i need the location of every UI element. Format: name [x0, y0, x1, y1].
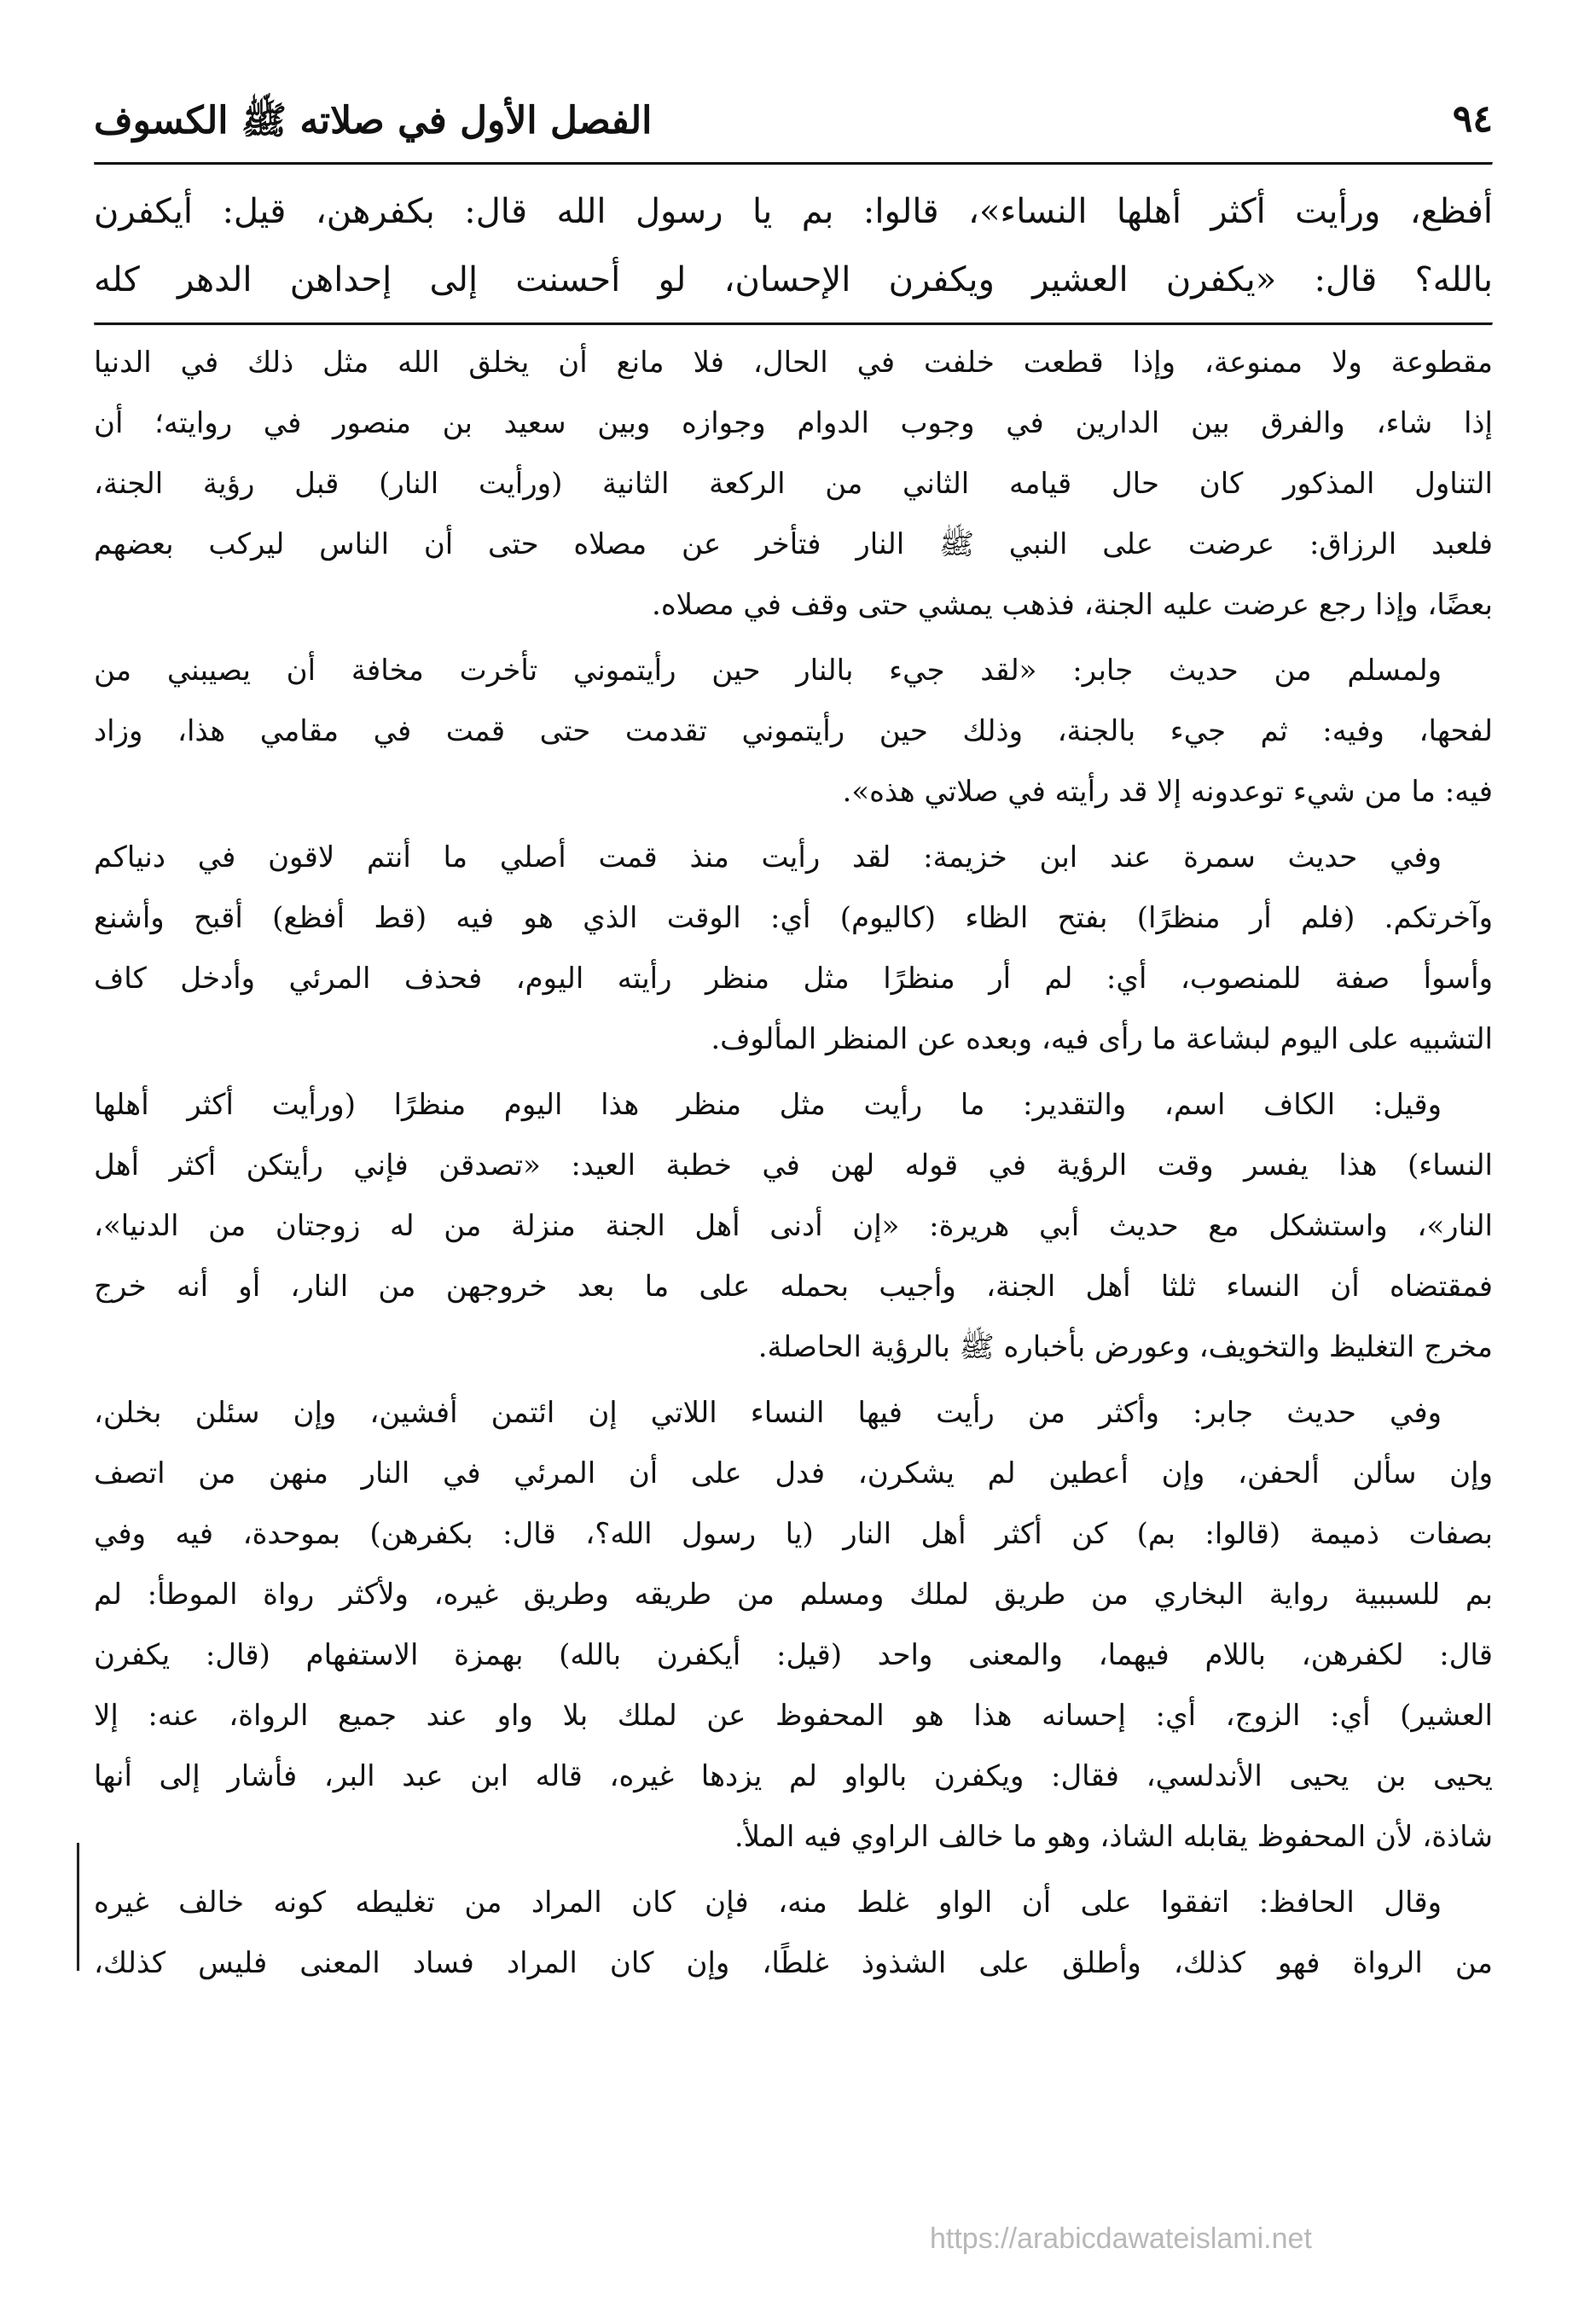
paragraph — [94, 828, 1493, 1070]
text-line: التشبيه على اليوم لبشاعة ما رأى فيه، وبعده عن المنظر المألوف. — [711, 1022, 1493, 1056]
text-line: وفي حديث سمرة عند ابن خزيمة: لقد رأيت منذ قمت أصلي ما أنتم لاقون في دنياكم — [94, 840, 1442, 874]
commentary-text — [94, 326, 1493, 1994]
text-line: بصفات ذميمة (قالوا: بم) كن أكثر أهل النار (يا رسول الله؟، قال: بكفرهن) بموحدة، فيه وفي — [94, 1517, 1493, 1551]
text-line: النساء) هذا يفسر وقت الرؤية في قوله لهن في خطبة العيد: «تصدقن فإني رأيتكن أكثر أهل — [94, 1148, 1493, 1182]
hadith-text — [94, 166, 1493, 322]
text-line: يحيى بن يحيى الأندلسي، فقال: ويكفرن بالواو لم يزدها غيره، قاله ابن عبد البر، فأشار إلى أنها — [94, 1759, 1493, 1793]
text-line: وأسوأ صفة للمنصوب، أي: لم أر منظرًا مثل منظر رأيته اليوم، فحذف المرئي وأدخل كاف — [94, 962, 1493, 996]
text-line: فيه: ما من شيء توعدونه إلا قد رأيته في صلاتي هذه». — [842, 775, 1493, 809]
page-number: ٩٤ — [1452, 97, 1493, 141]
paragraph — [94, 333, 1493, 636]
hadith-line: أفظع، ورأيت أكثر أهلها النساء»، قالوا: بم يا رسول الله قال: بكفرهن، قيل: أيكفرن — [94, 192, 1493, 231]
text-line: من الرواة فهو كذلك، وأطلق على الشذوذ غلطًا، وإن كان المراد فساد المعنى فليس كذلك، — [94, 1946, 1493, 1980]
text-line: إذا شاء، والفرق بين الدارين في وجوب الدوام وجوازه وبين سعيد بن منصور في روايته؛ أن — [94, 406, 1493, 440]
hadith-line: بالله؟ قال: «يكفرن العشير ويكفرن الإحسان، لو أحسنت إلى إحداهن الدهر كله — [94, 260, 1493, 299]
text-line: وفي حديث جابر: وأكثر من رأيت فيها النساء اللاتي إن ائتمن أفشين، وإن سئلن بخلن، — [94, 1396, 1442, 1430]
text-line: وقال الحافظ: اتفقوا على أن الواو غلط منه، فإن كان المراد من تغليطه كونه خالف غيره — [94, 1885, 1442, 1920]
text-line: ولمسلم من حديث جابر: «لقد جيء بالنار حين رأيتموني تأخرت مخافة أن يصيبني من — [94, 654, 1442, 688]
text-line: بم للسببية رواية البخاري من طريق لملك ومسلم من طريقه وطريق غيره، ولأكثر رواة الموطأ: لم — [94, 1577, 1493, 1612]
running-title: الفصل الأول في صلاته ﷺ الكسوف — [94, 99, 653, 142]
text-line: لفحها، وفيه: ثم جيء بالجنة، وذلك حين رأيتموني تقدمت حتى قمت في مقامي هذا، وزاد — [94, 714, 1493, 748]
text-line: شاذة، لأن المحفوظ يقابله الشاذ، وهو ما خالف الراوي فيه الملأ. — [734, 1820, 1493, 1854]
text-line: وآخرتكم. (فلم أر منظرًا) بفتح الظاء (كاليوم) أي: الوقت الذي هو فيه (قط أفظع) أقبح وأشنع — [94, 901, 1493, 935]
text-line: مقطوعة ولا ممنوعة، وإذا قطعت خلفت في الحال، فلا مانع أن يخلق الله مثل ذلك في الدنيا — [94, 346, 1493, 380]
text-line: فمقتضاه أن النساء ثلثا أهل الجنة، وأجيب بحمله على ما بعد خروجهن من النار، أو أنه خرج — [94, 1269, 1493, 1304]
paragraph — [94, 1383, 1493, 1868]
watermark-url: https://arabicdawateislami.net — [930, 2222, 1312, 2255]
paragraph — [94, 1873, 1493, 1994]
text-line: فلعبد الرزاق: عرضت على النبي ﷺ النار فتأخر عن مصلاه حتى أن الناس ليركب بعضهم — [94, 527, 1493, 561]
text-line: وقيل: الكاف اسم، والتقدير: ما رأيت مثل منظر هذا اليوم منظرًا (ورأيت أكثر أهلها — [94, 1088, 1442, 1122]
margin-line-mark — [77, 1843, 79, 1971]
text-line: وإن سألن ألحفن، وإن أعطين لم يشكرن، فدل على أن المرئي في النار منهن من اتصف — [94, 1456, 1493, 1490]
paragraph — [94, 641, 1493, 822]
text-line: قال: لكفرهن، باللام فيهما، والمعنى واحد (قيل: أيكفرن بالله) بهمزة الاستفهام (قال: يكفرن — [94, 1638, 1493, 1672]
text-line: النار»، واستشكل مع حديث أبي هريرة: «إن أدنى أهل الجنة منزلة من له زوجتان من الدنيا»، — [94, 1209, 1494, 1243]
text-line: بعضًا، وإذا رجع عرضت عليه الجنة، فذهب يمشي حتى وقف في مصلاه. — [652, 588, 1493, 622]
page-header — [94, 94, 1493, 162]
book-page — [94, 94, 1493, 1999]
text-line: العشير) أي: الزوج، أي: إحسانه هذا هو المحفوظ عن لملك بلا واو عند جميع الرواة، عنه: إلا — [94, 1699, 1493, 1733]
paragraph — [94, 1075, 1493, 1378]
text-line: مخرج التغليظ والتخويف، وعورض بأخباره ﷺ بالرؤية الحاصلة. — [757, 1330, 1493, 1364]
text-line: التناول المذكور كان حال قيامه الثاني من الركعة الثانية (ورأيت النار) قبل رؤية الجنة، — [94, 467, 1493, 501]
